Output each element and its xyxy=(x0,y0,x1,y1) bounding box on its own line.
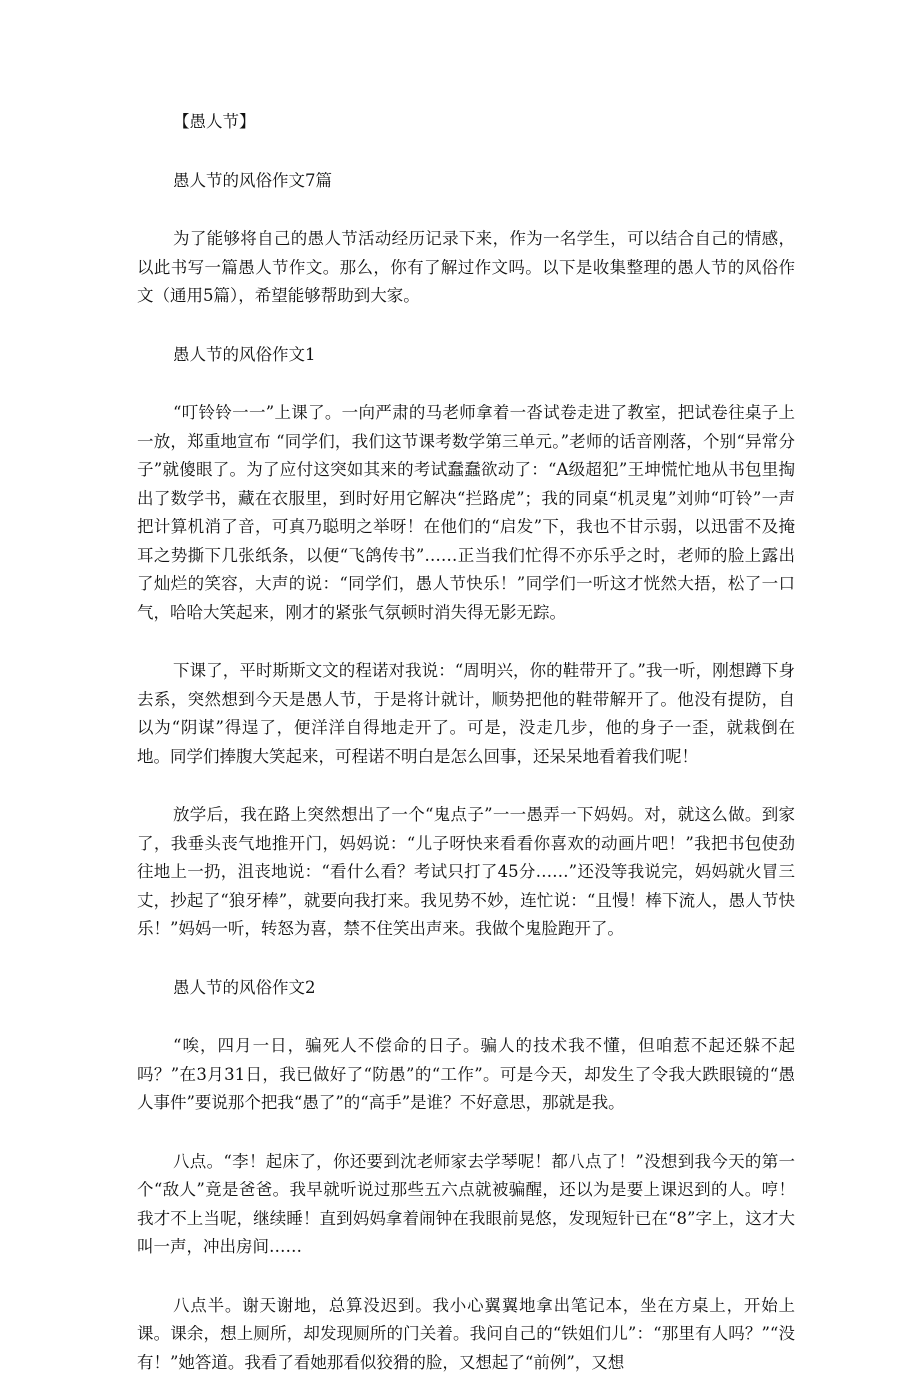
essay1-paragraph-2: 下课了，平时斯斯文文的程诺对我说：“周明兴，你的鞋带开了。”我一听，刚想蹲下身去系，突然想到今天是愚人节，于是将计就计，顺势把他的鞋带解开了。他没有提防，自以为“阴谋”得逞了，便洋洋自得地走开了。可是，没走几步，他的身子一歪，就栽倒在地。同学们捧腹大笑起来，可程诺不明白是怎么回事，还呆呆地看着我们呢！ xyxy=(137,657,795,771)
bracket-title: 【愚人节】 xyxy=(137,108,795,137)
essay2-title: 愚人节的风俗作文2 xyxy=(137,974,795,1003)
main-title: 愚人节的风俗作文7篇 xyxy=(137,167,795,196)
essay1-paragraph-3: 放学后，我在路上突然想出了一个“鬼点子”一一愚弄一下妈妈。对，就这么做。到家了，我垂头丧气地推开门，妈妈说：“儿子呀快来看看你喜欢的动画片吧！”我把书包使劲往地上一扔，沮丧地说：“看什么看？考试只打了45分……”还没等我说完，妈妈就火冒三丈，抄起了“狼牙棒”，就要向我打来。我见势不妙，连忙说：“且慢！棒下流人，愚人节快乐！”妈妈一听，转怒为喜，禁不住笑出声来。我做个鬼脸跑开了。 xyxy=(137,801,795,944)
essay2-paragraph-3: 八点半。谢天谢地，总算没迟到。我小心翼翼地拿出笔记本，坐在方桌上，开始上课。课余，想上厕所，却发现厕所的门关着。我问自己的“铁姐们儿”：“那里有人吗？”“没有！”她答道。我看了看她那看似狡猾的脸，又想起了“前例”，又想 xyxy=(137,1292,795,1377)
essay1-title: 愚人节的风俗作文1 xyxy=(137,341,795,370)
essay2-paragraph-2: 八点。“李！起床了，你还要到沈老师家去学琴呢！都八点了！”没想到我今天的第一个“敌人”竟是爸爸。我早就听说过那些五六点就被骗醒，还以为是要上课迟到的人。哼！我才不上当呢，继续睡！直到妈妈拿着闹钟在我眼前晃悠，发现短针已在“8”字上，这才大叫一声，冲出房间…… xyxy=(137,1148,795,1262)
document-body xyxy=(137,108,795,1377)
essay1-paragraph-1: “叮铃铃一一”上课了。一向严肃的马老师拿着一沓试卷走进了教室，把试卷往桌子上一放，郑重地宣布 “同学们，我们这节课考数学第三单元。”老师的话音刚落，个别“异常分子”就傻眼了。为了应付这突如其来的考试蠢蠢欲动了：“A级超犯”王坤慌忙地从书包里掏出了数学书，藏在衣服里，到时好用它解决“拦路虎”；我的同桌“机灵鬼”刘帅“叮铃”一声把计算机消了音，可真乃聪明之举呀！在他们的“启发”下，我也不甘示弱，以迅雷不及掩耳之势撕下几张纸条，以便“飞鸽传书”……正当我们忙得不亦乐乎之时，老师的脸上露出了灿烂的笑容，大声的说：“同学们，愚人节快乐！”同学们一听这才恍然大捂，松了一口气，哈哈大笑起来，刚才的紧张气氛顿时消失得无影无踪。 xyxy=(137,399,795,627)
intro-paragraph: 为了能够将自己的愚人节活动经历记录下来，作为一名学生，可以结合自己的情感，以此书写一篇愚人节作文。那么，你有了解过作文吗。以下是收集整理的愚人节的风俗作文（通用5篇），希望能够帮助到大家。 xyxy=(137,225,795,311)
essay2-paragraph-1: “唉，四月一日，骗死人不偿命的日子。骗人的技术我不懂，但咱惹不起还躲不起吗？”在3月31日，我已做好了“防愚”的“工作”。可是今天，却发生了令我大跌眼镜的“愚人事件”要说那个把我“愚了”的“高手”是谁？不好意思，那就是我。 xyxy=(137,1032,795,1118)
